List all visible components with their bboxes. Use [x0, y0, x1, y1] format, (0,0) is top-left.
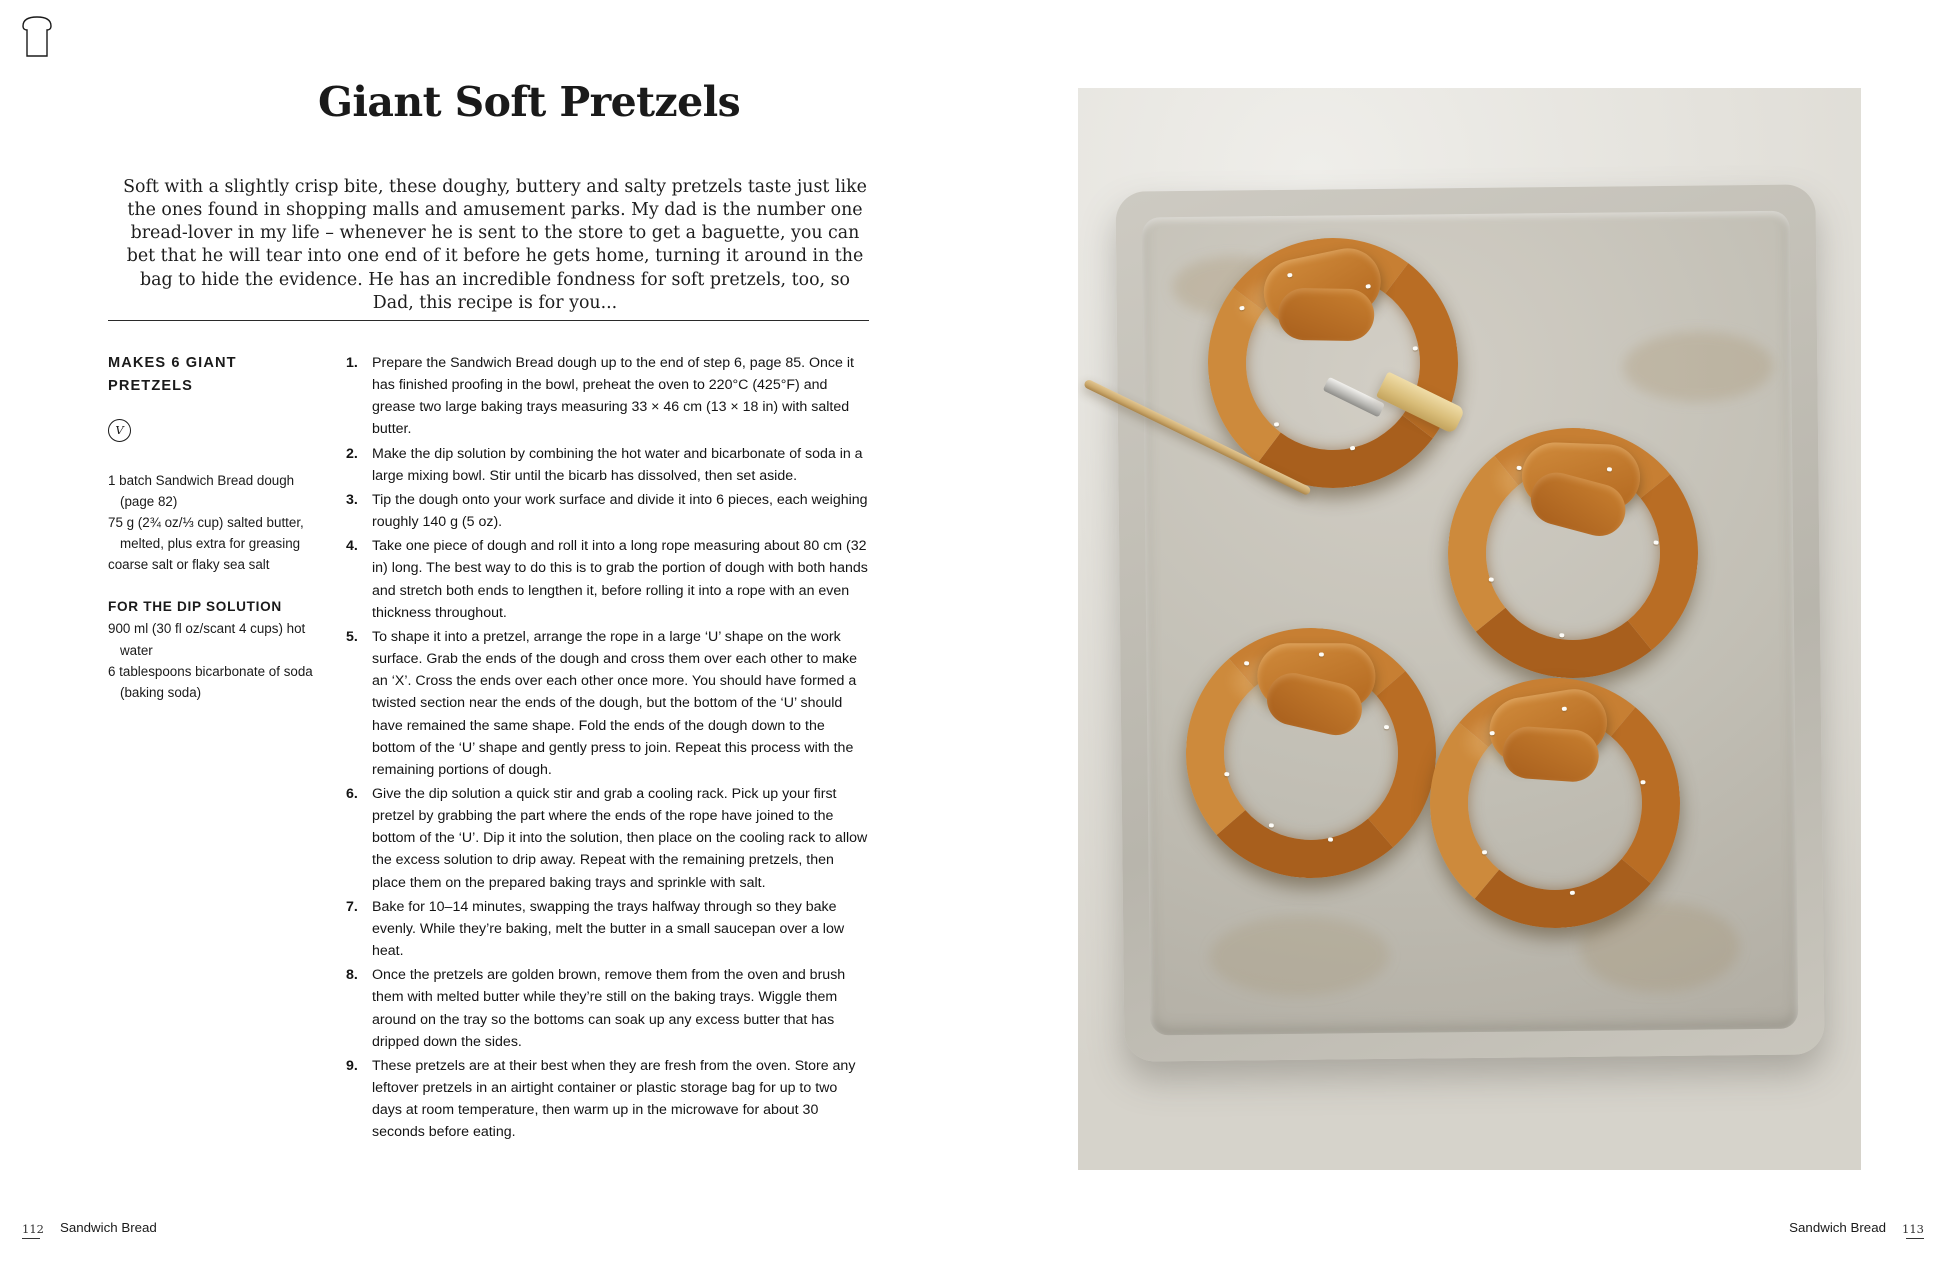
- pretzel: [1436, 416, 1711, 691]
- step-item: [346, 896, 869, 962]
- step-number: 1.: [346, 355, 358, 371]
- method-steps: [346, 352, 869, 1145]
- bread-slice-icon: [20, 14, 54, 60]
- recipe-photo: [1078, 88, 1861, 1170]
- footer-section-right: Sandwich Bread: [1789, 1220, 1886, 1235]
- step-text: Prepare the Sandwich Bread dough up to the end of step 6, page 85. Once it has finished proofing in the bowl, preheat the oven to 220°C (425°F) and grease two large baking trays measuring 33 × 46 cm (13 × 18 in) with salted butter.: [372, 355, 854, 438]
- step-item: [346, 783, 869, 894]
- step-item: [346, 535, 869, 624]
- makes-label: MAKES 6 GIANT PRETZELS: [108, 355, 237, 394]
- pretzel: [1178, 620, 1445, 887]
- step-item: [346, 1055, 869, 1144]
- list-item: 900 ml (30 fl oz/scant 4 cups) hot water: [108, 621, 306, 658]
- step-number: 9.: [346, 1057, 358, 1074]
- step-text: Bake for 10–14 minutes, swapping the trays halfway through so they bake evenly. While they’re baking, melt the butter in a small saucepan over a low heat.: [372, 898, 845, 960]
- step-number: 7.: [346, 898, 358, 915]
- divider-rule: [108, 320, 869, 321]
- pretzel: [1192, 222, 1474, 504]
- pretzel-knot-secondary: [1278, 288, 1375, 342]
- step-text: Give the dip solution a quick stir and grab a cooling rack. Pick up your first pretzel by grabbing the part where the ends of the rope have joined to the bottom of the ‘U’. Dip it into the solution, then place on the cooling rack to allow the excess solution to drip away. Repeat with the remaining pretzels, then place them on the prepared baking trays and sprinkle with salt.: [372, 785, 868, 891]
- page-number-underline-right: [1906, 1238, 1924, 1239]
- page-number-left: 112: [22, 1222, 44, 1236]
- step-number: 4.: [346, 538, 358, 555]
- recipe-intro: Soft with a slightly crisp bite, these doughy, buttery and salty pretzels taste just like the ones found in shopping malls and amusement parks. My dad is the number one bread-lover in my life – whenever he is sent to the store to get a baguette, you can bet that he will tear into one end of it before he gets home, turning it around in the bag to hide the evidence. He has an incredible fondness for soft pretzels, too, so Dad, this recipe is for you...: [123, 177, 867, 313]
- step-item: [346, 489, 869, 533]
- list-item: 6 tablespoons bicarbonate of soda (baking soda): [108, 663, 313, 700]
- step-text: Make the dip solution by combining the hot water and bicarbonate of soda in a large mixing bowl. Stir until the bicarb has dissolved, then set aside.: [372, 445, 863, 484]
- dip-solution-heading: FOR THE DIP SOLUTION: [108, 599, 282, 615]
- page-number-underline-left: [22, 1238, 40, 1239]
- vegetarian-badge: V: [108, 419, 131, 442]
- step-text: Take one piece of dough and roll it into a long rope measuring about 80 cm (32 in) long. The best way to do this is to grab the portion of dough with both hands and stretch both ends to lengthen it, before rolling it into a rope with an even thickness throughout.: [372, 538, 868, 621]
- list-item: 1 batch Sandwich Bread dough (page 82): [108, 473, 295, 510]
- step-text: To shape it into a pretzel, arrange the rope in a large ‘U’ shape on the work surface. Grab the ends of the dough and cross them over each other to make an ‘X’. Cross the ends over each other once more. You should have formed a twisted section near the ends of the dough, but the bottom of the ‘U’ should have remained the same shape. Fold the ends of the dough down to the bottom of the ‘U’ shape and gently press to join. Repeat this process with the remaining portions of dough.: [372, 628, 858, 778]
- step-text: Tip the dough onto your work surface and divide it into 6 pieces, each weighing roughly 140 g (5 oz).: [372, 491, 868, 531]
- step-text: Once the pretzels are golden brown, remove them from the oven and brush them with melted butter while they’re still on the baking trays. Wiggle them around on the tray so the bottoms can soak up any excess butter that has dripped down the sides.: [372, 967, 846, 1050]
- step-text: These pretzels are at their best when they are fresh from the oven. Store any leftover pretzels in an airtight container or plastic storage bag for up to two days at room temperature, then warm up in the microwave for about 30 seconds before eating.: [372, 1057, 856, 1141]
- step-item: [346, 626, 869, 781]
- step-number: 5.: [346, 628, 358, 645]
- step-number: 8.: [346, 967, 358, 984]
- dip-solution-ingredient-list: [108, 618, 320, 702]
- page-number-right: 113: [1902, 1222, 1924, 1236]
- page-title: Giant Soft Pretzels: [318, 78, 741, 126]
- step-number: 6.: [346, 785, 358, 802]
- step-number: 3.: [346, 491, 358, 508]
- ingredient-list: [108, 470, 320, 575]
- step-item: [346, 964, 869, 1053]
- step-item: [346, 443, 869, 487]
- step-number: 2.: [346, 445, 358, 462]
- ingredients-column: [108, 352, 320, 703]
- list-item: 75 g (2¾ oz/⅓ cup) salted butter, melted, plus extra for greasing: [108, 515, 304, 552]
- pretzel: [1420, 668, 1691, 939]
- pretzel-knot-secondary: [1501, 725, 1600, 784]
- list-item: coarse salt or flaky sea salt: [108, 557, 270, 573]
- footer-section-left: Sandwich Bread: [60, 1220, 157, 1235]
- step-item: [346, 352, 869, 441]
